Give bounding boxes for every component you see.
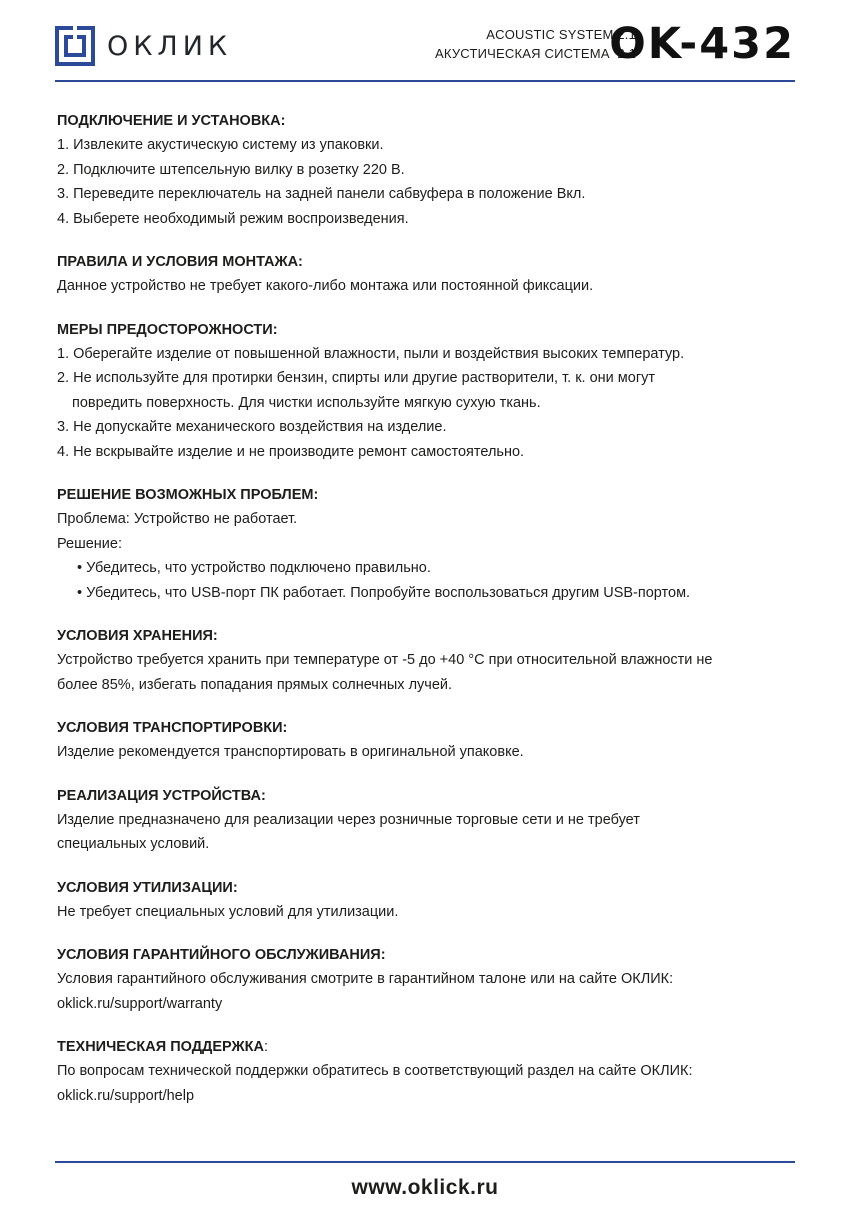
paragraph: Изделие рекомендуется транспортировать в оригинальной упаковке. — [57, 744, 524, 760]
paragraph-line: Изделие предназначено для реализации через розничные торговые сети и не требует — [57, 811, 640, 828]
paragraph-line: Устройство требуется хранить при температуре от -5 до +40 °С при относительной влажности не — [57, 652, 713, 668]
website-link[interactable]: www.oklick.ru — [351, 1176, 499, 1199]
paragraph: Данное устройство не требует какого-либо монтажа или постоянной фиксации. — [57, 278, 594, 294]
list-item: 4. Не вскрывайте изделие и не производите ремонт самостоятельно. — [57, 443, 525, 460]
model-number: OK-432 — [609, 19, 795, 69]
bullet-item: • Убедитесь, что устройство подключено правильно. — [77, 560, 431, 576]
list-item-continuation: повредить поверхность. Для чистки используйте мягкую сухую ткань. — [72, 394, 541, 411]
section-title: ПРАВИЛА И УСЛОВИЯ МОНТАЖА: — [57, 254, 303, 270]
section-title: РЕАЛИЗАЦИЯ УСТРОЙСТВА: — [57, 787, 266, 804]
logo-wordmark: ОКЛИК — [107, 30, 233, 62]
section-transport — [57, 716, 787, 765]
oklick-logo-icon — [55, 26, 95, 66]
product-line-en: ACOUSTIC SYSTEM 2.1 — [486, 27, 636, 42]
footer-divider — [55, 1161, 795, 1163]
document-body — [57, 109, 787, 1127]
section-title: РЕШЕНИЕ ВОЗМОЖНЫХ ПРОБЛЕМ: — [57, 487, 319, 503]
product-line-ru: АКУСТИЧЕСКАЯ СИСТЕМА 2.1 — [435, 46, 636, 61]
header-divider — [55, 80, 795, 82]
paragraph: Не требует специальных условий для утилизации. — [57, 903, 399, 920]
section-title: УСЛОВИЯ ТРАНСПОРТИРОВКИ: — [57, 720, 288, 736]
solution-label: Решение: — [57, 535, 122, 552]
section-sales — [57, 784, 787, 857]
section-warranty — [57, 943, 787, 1016]
section-troubleshooting — [57, 483, 787, 605]
list-item: 2. Подключите штепсельную вилку в розетку 220 В. — [57, 161, 405, 178]
bullet-item: • Убедитесь, что USB-порт ПК работает. Попробуйте воспользоваться другим USB-портом. — [77, 584, 691, 601]
section-title: УСЛОВИЯ УТИЛИЗАЦИИ: — [57, 879, 238, 896]
section-connection — [57, 109, 787, 231]
paragraph-line: более 85%, избегать попадания прямых солнечных лучей. — [57, 676, 453, 693]
section-title — [57, 1035, 787, 1059]
section-title: УСЛОВИЯ ГАРАНТИЙНОГО ОБСЛУЖИВАНИЯ: — [57, 947, 386, 963]
section-title-colon: : — [263, 1039, 268, 1055]
list-item: 1. Извлеките акустическую систему из упаковки. — [57, 137, 384, 153]
warranty-link[interactable]: oklick.ru/support/warranty — [57, 995, 223, 1012]
page-header — [0, 0, 850, 82]
list-item: 3. Не допускайте механического воздействия на изделие. — [57, 419, 447, 435]
brand-logo — [55, 26, 232, 66]
section-title: ПОДКЛЮЧЕНИЕ И УСТАНОВКА: — [57, 113, 286, 129]
section-support — [57, 1035, 787, 1108]
list-item: 3. Переведите переключатель на задней панели сабвуфера в положение Вкл. — [57, 186, 586, 202]
paragraph-line: специальных условий. — [57, 836, 210, 852]
section-storage — [57, 624, 787, 697]
section-precautions — [57, 318, 787, 465]
list-item: 1. Оберегайте изделие от повышенной влажности, пыли и воздействия высоких температур. — [57, 345, 685, 362]
paragraph-line: Условия гарантийного обслуживания смотрите в гарантийном талоне или на сайте ОКЛИК: — [57, 971, 674, 987]
list-item: 4. Выберете необходимый режим воспроизведения. — [57, 210, 409, 227]
section-disposal — [57, 876, 787, 925]
section-title: УСЛОВИЯ ХРАНЕНИЯ: — [57, 628, 218, 644]
support-link[interactable]: oklick.ru/support/help — [57, 1087, 195, 1104]
section-title: МЕРЫ ПРЕДОСТОРОЖНОСТИ: — [57, 321, 278, 338]
product-line — [435, 25, 636, 63]
section-mounting — [57, 250, 787, 299]
paragraph-line: По вопросам технической поддержки обратитесь в соответствующий раздел на сайте ОКЛИК: — [57, 1063, 693, 1079]
section-title-text: ТЕХНИЧЕСКАЯ ПОДДЕРЖКА — [57, 1039, 264, 1055]
list-item: 2. Не используйте для протирки бензин, спирты или другие растворители, т. к. они могут — [57, 370, 656, 386]
problem-text: Проблема: Устройство не работает. — [57, 511, 298, 527]
